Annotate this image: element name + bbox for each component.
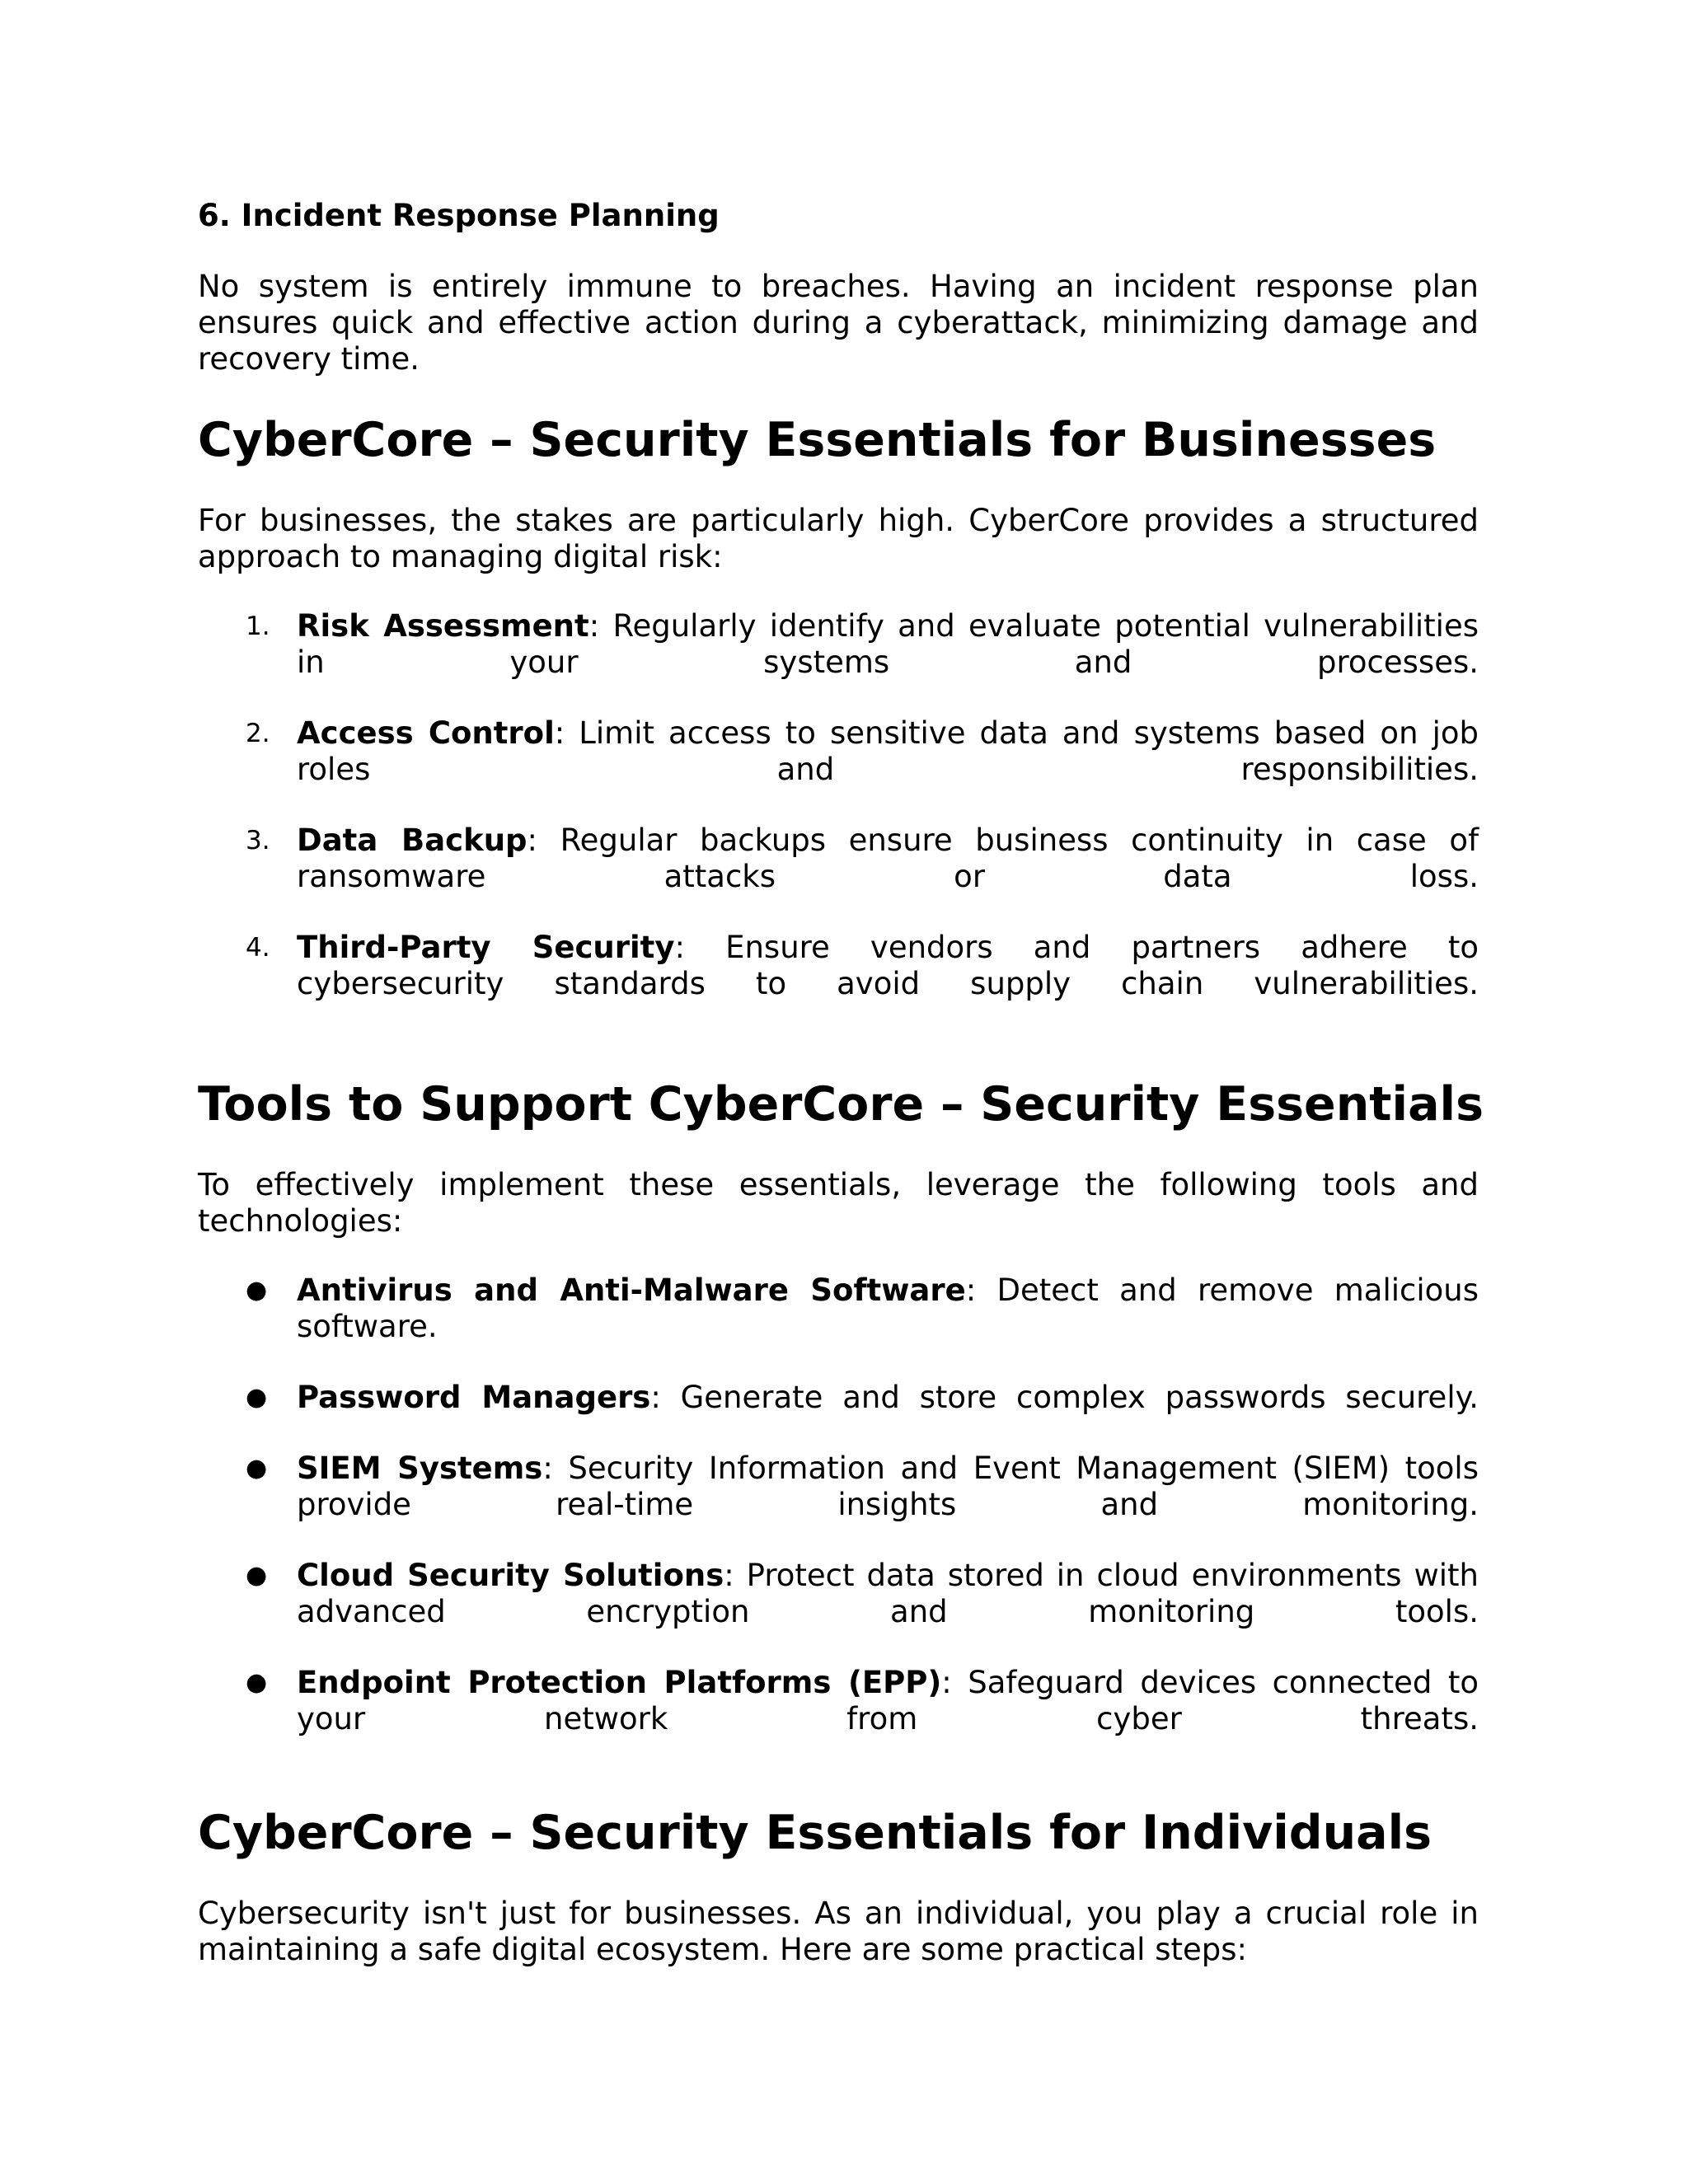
bullet-icon: ● (246, 1276, 268, 1305)
item-text: : Security Information and Event Management (SIEM) tools provide real-time insights and monitoring. (297, 1451, 1479, 1522)
list-item (198, 823, 1479, 895)
list-marker: 1. (246, 612, 270, 641)
businesses-list (198, 608, 1479, 1037)
item-text: : Ensure vendors and partners adhere to cybersecurity standards to avoid supply chain vulnerabilities. (297, 930, 1479, 1001)
list-item (198, 608, 1479, 681)
bullet-icon: ● (246, 1383, 268, 1412)
section-6-paragraph: No system is entirely immune to breaches. Having an incident response plan ensures quick and effective action during a cyberattack, minimizing damage and recovery time. (198, 269, 1479, 377)
businesses-heading: CyberCore – Security Essentials for Businesses (198, 413, 1437, 467)
item-term: Endpoint Protection Platforms (EPP) (297, 1665, 942, 1700)
item-text: : Detect and remove malicious software. (297, 1272, 1479, 1344)
item-term: Access Control (297, 715, 555, 751)
item-text: : Generate and store complex passwords securely. (650, 1380, 1479, 1415)
businesses-intro: For businesses, the stakes are particularly high. CyberCore provides a structured approach to managing digital risk: (198, 503, 1479, 574)
bullet-icon: ● (246, 1454, 268, 1483)
individuals-heading: CyberCore – Security Essentials for Individuals (198, 1806, 1432, 1860)
item-term: Third-Party Security (297, 930, 675, 965)
list-item (198, 1558, 1479, 1630)
list-marker: 4. (246, 933, 270, 963)
list-item (198, 1272, 1479, 1345)
list-item (198, 715, 1479, 788)
tools-heading: Tools to Support CyberCore – Security Essentials (198, 1077, 1484, 1132)
individuals-intro: Cybersecurity isn't just for businesses. As an individual, you play a crucial role in maintaining a safe digital ecosystem. Here are some practical steps: (198, 1896, 1479, 1967)
item-text: : Regular backups ensure business continuity in case of ransomware attacks or data loss. (297, 823, 1479, 894)
bullet-icon: ● (246, 1561, 268, 1590)
item-term: Password Managers (297, 1380, 651, 1415)
list-item (198, 1665, 1479, 1737)
item-term: SIEM Systems (297, 1451, 543, 1486)
item-term: Cloud Security Solutions (297, 1558, 724, 1593)
item-term: Antivirus and Anti-Malware Software (297, 1272, 966, 1308)
list-item (198, 1451, 1479, 1523)
list-marker: 2. (246, 719, 270, 748)
item-text: : Limit access to sensitive data and systems based on job roles and responsibilities. (297, 715, 1479, 787)
bullet-icon: ● (246, 1668, 268, 1697)
list-item (198, 930, 1479, 1002)
item-term: Data Backup (297, 823, 528, 858)
list-item (198, 1380, 1479, 1416)
tools-intro: To effectively implement these essentials, leverage the following tools and technologies: (198, 1167, 1479, 1239)
tools-list (198, 1272, 1479, 1772)
section-6-title: 6. Incident Response Planning (198, 198, 720, 233)
item-text: : Protect data stored in cloud environments with advanced encryption and monitoring tools. (297, 1558, 1479, 1629)
list-marker: 3. (246, 826, 270, 855)
item-text: : Regularly identify and evaluate potential vulnerabilities in your systems and processes. (297, 608, 1479, 680)
item-text: : Safeguard devices connected to your network from cyber threats. (297, 1665, 1479, 1736)
item-term: Risk Assessment (297, 608, 589, 644)
